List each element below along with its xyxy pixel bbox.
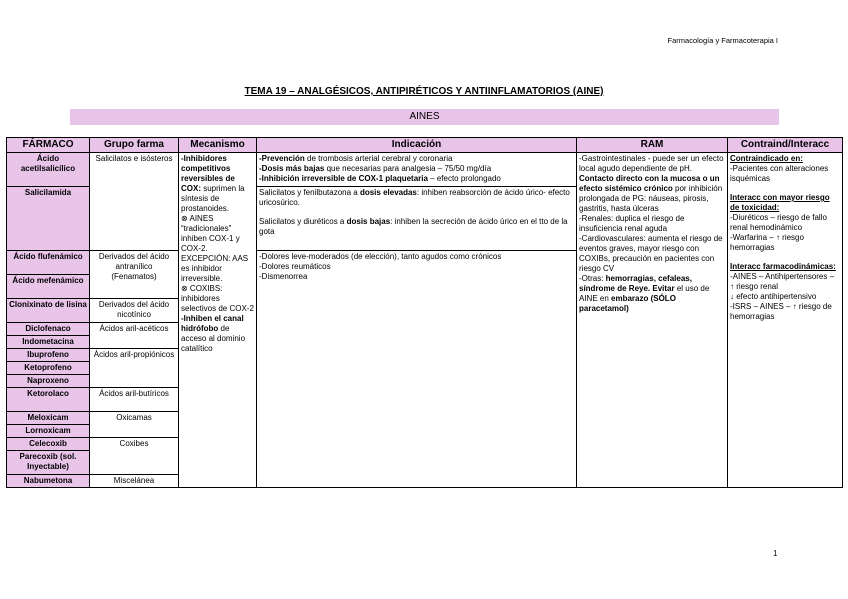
drug-cell: Ácido acetilsalicílico [7,153,90,187]
ram-text: hemorragias, cefaleas, síndrome de Reye. Evitar [579,274,692,293]
ram-cardio: -Cardiovasculares: aumenta el riesgo de eventos graves, mayor riesgo con COXIBs, precaución en pacientes con riesgo CV [579,234,723,273]
mechanism-channel-text: de acceso al dominio catalítico [181,324,246,353]
drug-cell: Diclofenaco [7,323,90,336]
ram-text: por inhibición prolongada de PG: náuseas, pirosis, gastritis, hasta úlceras [579,184,723,213]
contra-heading: Contraindicado en: [730,154,803,163]
group-cell: Derivados del ácido antranílico (Fenamatos) [90,251,179,299]
indication-text: Salicilatos y diuréticos a [259,217,347,226]
ram-text: el uso de AINE en [579,284,710,303]
contraind-cell [728,153,843,488]
indication-aas-cell [257,153,577,187]
contra-heading: Interacc farmacodinámicas: [730,262,836,271]
drug-cell: Nabumetona [7,475,90,488]
ram-text: -Gastrointestinales - puede ser un efecto local agudo dependiente de pH. [579,154,724,173]
page-number: 1 [773,549,778,558]
drug-cell: Naproxeno [7,375,90,388]
group-cell: Coxibes [90,438,179,475]
mechanism-cell [179,153,257,488]
contra-text: -Warfarina – ↑ riesgo hemorragias [730,233,804,252]
group-cell: Ácidos aril-butíricos [90,388,179,412]
col-header-grupo: Grupo farma [90,138,179,153]
col-header-farmaco: FÁRMACO [7,138,90,153]
ram-renal: -Renales: duplica el riesgo de insuficiencia renal aguda [579,214,685,233]
indication-salicylate-cell [257,187,577,251]
indication-text: dosis bajas [346,217,391,226]
indication-text: de trombosis arterial cerebral y coronaria [304,154,453,163]
drug-cell: Ácido flufenámico [7,251,90,275]
mechanism-channel: -Inhiben el canal hidrófobo [181,314,244,333]
drug-cell: Meloxicam [7,412,90,425]
indication-general-cell [257,251,577,488]
group-cell: Ácidos aril-propiónicos [90,349,179,388]
indication-general: -Dolores leve-moderados (de elección), tanto agudos como crónicos [259,252,502,261]
indication-general: -Dismenorrea [259,272,308,281]
section-band: AINES [70,109,779,125]
mechanism-aines: ⊗ AINES “tradicionales” inhiben COX-1 y COX-2. EXCEPCIÓN: AAS es inhibidor irreversible. [181,214,249,283]
drug-cell: Indometacina [7,336,90,349]
indication-text: : inhiben reabsorción de ácido úrico- efecto uricosúrico. [259,188,570,207]
col-header-ram: RAM [577,138,728,153]
group-cell: Oxicamas [90,412,179,438]
contra-text: -Diuréticos – riesgo de fallo renal hemodinámico [730,213,827,232]
indication-text: : inhiben la secreción de ácido úrico en el tto de la gota [259,217,568,236]
indication-text: -Dosis más bajas [259,164,325,173]
drug-cell: Lornoxicam [7,425,90,438]
indication-text: – efecto prolongado [427,174,501,183]
contra-text: ↓ efecto antihipertensivo [730,292,817,301]
indication-text: -Inhibición irreversible de COX-1 plaquetaria [259,174,428,183]
mechanism-text: suprimen la síntesis de prostanoides. [181,184,245,213]
indication-text: que necesarias para analgesia – 75/50 mg/día [324,164,492,173]
ram-text: Contacto directo con la mucosa o un efecto sistémico crónico [579,174,720,193]
drug-cell: Salicilamida [7,187,90,251]
drug-cell: Parecoxib (sol. Inyectable) [7,451,90,475]
document-header: Farmacología y Farmacoterapia I [667,36,778,45]
table-row [7,153,843,187]
aines-table [6,137,843,488]
drug-cell: Ketorolaco [7,388,90,412]
col-header-contraind: Contraind/Interacc [728,138,843,153]
contra-text: -Pacientes con alteraciones isquémicas [730,164,829,183]
table-header-row [7,138,843,153]
page-title: TEMA 19 – ANALGÉSICOS, ANTIPIRÉTICOS Y ANTIINFLAMATORIOS (AINE) [244,86,604,97]
group-cell: Salicilatos e isósteros [90,153,179,251]
contra-heading: Interacc con mayor riesgo de toxicidad: [730,193,830,212]
mechanism-heading: -Inhibidores competitivos reversibles de COX: [181,154,235,193]
group-cell: Ácidos aril-acéticos [90,323,179,349]
drug-cell: Ketoprofeno [7,362,90,375]
drug-cell: Ácido mefenámico [7,275,90,299]
group-cell: Miscelánea [90,475,179,488]
drug-cell: Celecoxib [7,438,90,451]
indication-general: -Dolores reumáticos [259,262,331,271]
indication-text: -Prevención [259,154,305,163]
ram-text: embarazo (SÓLO paracetamol) [579,294,676,313]
ram-text: -Otras: [579,274,606,283]
indication-text: Salicilatos y fenilbutazona a [259,188,360,197]
col-header-mecanismo: Mecanismo [179,138,257,153]
ram-cell [577,153,728,488]
drug-cell: Clonixinato de lisina [7,299,90,323]
contra-text: -ISRS – AINES – ↑ riesgo de hemorragias [730,302,832,321]
col-header-indicacion: Indicación [257,138,577,153]
group-cell: Derivados del ácido nicotínico [90,299,179,323]
indication-text: dosis elevadas [359,188,417,197]
drug-cell: Ibuprofeno [7,349,90,362]
mechanism-coxibs: ⊗ COXIBS: inhibidores selectivos de COX-2 [181,284,254,313]
contra-text: -AINES – Antihipertensores – ↑ riesgo renal [730,272,835,291]
